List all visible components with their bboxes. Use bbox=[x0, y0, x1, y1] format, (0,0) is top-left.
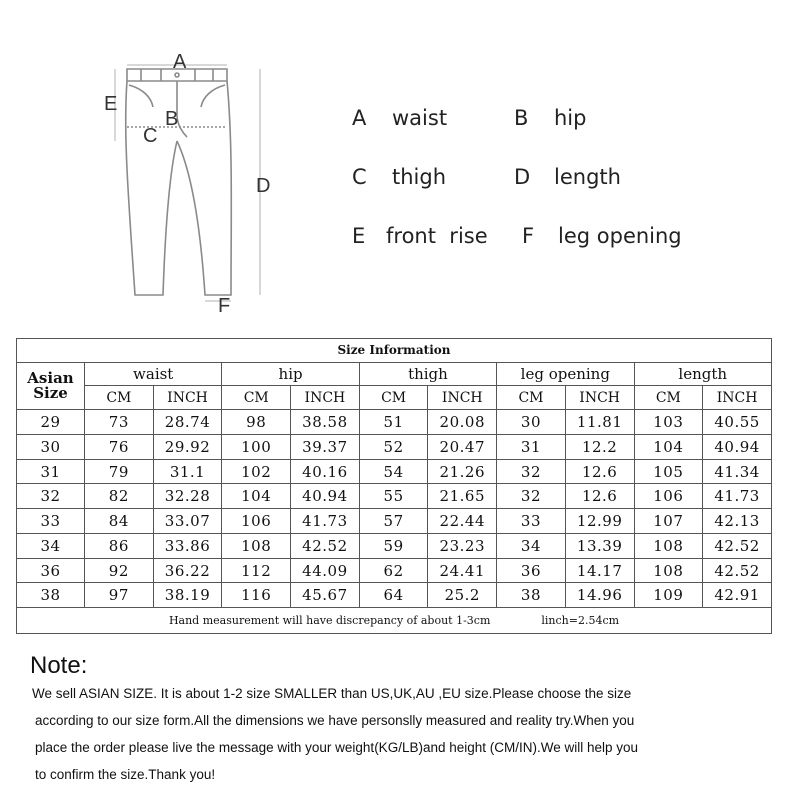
value-cell: 14.96 bbox=[565, 583, 634, 608]
value-cell: 12.99 bbox=[565, 509, 634, 534]
value-cell: 106 bbox=[634, 484, 703, 509]
group-header-hip: hip bbox=[222, 362, 359, 386]
value-cell: 102 bbox=[222, 459, 291, 484]
value-cell: 23.23 bbox=[428, 533, 497, 558]
size-cell: 33 bbox=[17, 509, 85, 534]
value-cell: 106 bbox=[222, 509, 291, 534]
value-cell: 108 bbox=[634, 558, 703, 583]
unit-header-inch: INCH bbox=[565, 386, 634, 410]
value-cell: 59 bbox=[359, 533, 428, 558]
size-cell: 38 bbox=[17, 583, 85, 608]
footer-conversion: linch=2.54cm bbox=[541, 614, 620, 628]
table-row bbox=[17, 509, 772, 534]
value-cell: 107 bbox=[634, 509, 703, 534]
unit-header-inch: INCH bbox=[291, 386, 360, 410]
legend-key: D bbox=[514, 165, 531, 189]
diagram-label-d: D bbox=[256, 175, 271, 197]
table-row bbox=[17, 434, 772, 459]
value-cell: 25.2 bbox=[428, 583, 497, 608]
value-cell: 41.73 bbox=[291, 509, 360, 534]
note-line: according to our size form.All the dimensions we have personslly measured and reality try.When you bbox=[35, 713, 635, 728]
note-body bbox=[32, 680, 772, 788]
value-cell: 108 bbox=[222, 533, 291, 558]
value-cell: 14.17 bbox=[565, 558, 634, 583]
value-cell: 29.92 bbox=[153, 434, 222, 459]
value-cell: 108 bbox=[634, 533, 703, 558]
value-cell: 57 bbox=[359, 509, 428, 534]
value-cell: 40.55 bbox=[703, 410, 772, 435]
note-line: We sell ASIAN SIZE. It is about 1-2 size SMALLER than US,UK,AU ,EU size.Please choose the size bbox=[32, 686, 632, 701]
legend-key: C bbox=[352, 165, 367, 189]
size-cell: 29 bbox=[17, 410, 85, 435]
value-cell: 33.07 bbox=[153, 509, 222, 534]
value-cell: 100 bbox=[222, 434, 291, 459]
value-cell: 31.1 bbox=[153, 459, 222, 484]
value-cell: 42.52 bbox=[703, 533, 772, 558]
value-cell: 79 bbox=[85, 459, 154, 484]
value-cell: 73 bbox=[85, 410, 154, 435]
legend-item-leg-opening bbox=[522, 224, 682, 248]
unit-header-cm: CM bbox=[634, 386, 703, 410]
value-cell: 38.58 bbox=[291, 410, 360, 435]
unit-header-inch: INCH bbox=[703, 386, 772, 410]
value-cell: 40.16 bbox=[291, 459, 360, 484]
value-cell: 20.47 bbox=[428, 434, 497, 459]
unit-header-cm: CM bbox=[359, 386, 428, 410]
value-cell: 62 bbox=[359, 558, 428, 583]
size-cell: 30 bbox=[17, 434, 85, 459]
value-cell: 86 bbox=[85, 533, 154, 558]
diagram-label-b: B bbox=[165, 108, 179, 130]
legend-name: hip bbox=[554, 106, 587, 130]
value-cell: 98 bbox=[222, 410, 291, 435]
diagram-label-e: E bbox=[104, 93, 118, 115]
value-cell: 45.67 bbox=[291, 583, 360, 608]
diagram-label-a: A bbox=[173, 51, 187, 73]
table-body bbox=[17, 410, 772, 608]
value-cell: 31 bbox=[497, 434, 566, 459]
note-title: Note: bbox=[30, 652, 88, 679]
value-cell: 42.52 bbox=[291, 533, 360, 558]
value-cell: 33 bbox=[497, 509, 566, 534]
value-cell: 12.6 bbox=[565, 484, 634, 509]
legend-name: length bbox=[554, 165, 621, 189]
value-cell: 51 bbox=[359, 410, 428, 435]
value-cell: 22.44 bbox=[428, 509, 497, 534]
value-cell: 20.08 bbox=[428, 410, 497, 435]
table-row bbox=[17, 459, 772, 484]
value-cell: 21.26 bbox=[428, 459, 497, 484]
legend-name: thigh bbox=[392, 165, 447, 189]
unit-header-cm: CM bbox=[497, 386, 566, 410]
size-cell: 32 bbox=[17, 484, 85, 509]
value-cell: 13.39 bbox=[565, 533, 634, 558]
legend-item-hip bbox=[514, 106, 586, 130]
table-row bbox=[17, 410, 772, 435]
table-title: Size Information bbox=[17, 339, 772, 363]
value-cell: 42.13 bbox=[703, 509, 772, 534]
diagram-label-f: F bbox=[218, 295, 231, 317]
value-cell: 64 bbox=[359, 583, 428, 608]
value-cell: 12.6 bbox=[565, 459, 634, 484]
value-cell: 30 bbox=[497, 410, 566, 435]
value-cell: 34 bbox=[497, 533, 566, 558]
value-cell: 21.65 bbox=[428, 484, 497, 509]
value-cell: 24.41 bbox=[428, 558, 497, 583]
legend-item-front-rise bbox=[352, 224, 488, 248]
table-row bbox=[17, 583, 772, 608]
value-cell: 39.37 bbox=[291, 434, 360, 459]
legend-name: waist bbox=[392, 106, 448, 130]
size-table bbox=[16, 338, 772, 634]
value-cell: 54 bbox=[359, 459, 428, 484]
value-cell: 32 bbox=[497, 459, 566, 484]
legend-name: leg opening bbox=[558, 224, 682, 248]
value-cell: 38 bbox=[497, 583, 566, 608]
table-row bbox=[17, 533, 772, 558]
legend-item-waist bbox=[352, 106, 447, 130]
size-cell: 36 bbox=[17, 558, 85, 583]
value-cell: 52 bbox=[359, 434, 428, 459]
diagram-label-c: C bbox=[143, 125, 158, 147]
group-header-waist: waist bbox=[85, 362, 222, 386]
value-cell: 44.09 bbox=[291, 558, 360, 583]
unit-header-cm: CM bbox=[85, 386, 154, 410]
value-cell: 112 bbox=[222, 558, 291, 583]
asian-size-header: Asian Size bbox=[17, 362, 85, 409]
legend-item-length bbox=[514, 165, 621, 189]
legend-key: F bbox=[522, 224, 535, 248]
value-cell: 41.34 bbox=[703, 459, 772, 484]
value-cell: 55 bbox=[359, 484, 428, 509]
value-cell: 84 bbox=[85, 509, 154, 534]
value-cell: 116 bbox=[222, 583, 291, 608]
unit-header-cm: CM bbox=[222, 386, 291, 410]
pants-diagram bbox=[95, 45, 295, 320]
value-cell: 42.52 bbox=[703, 558, 772, 583]
value-cell: 36.22 bbox=[153, 558, 222, 583]
value-cell: 40.94 bbox=[291, 484, 360, 509]
value-cell: 32 bbox=[497, 484, 566, 509]
value-cell: 105 bbox=[634, 459, 703, 484]
size-cell: 31 bbox=[17, 459, 85, 484]
value-cell: 38.19 bbox=[153, 583, 222, 608]
note-line: to confirm the size.Thank you! bbox=[35, 767, 216, 782]
legend-key: A bbox=[352, 106, 367, 130]
unit-header-inch: INCH bbox=[153, 386, 222, 410]
value-cell: 36 bbox=[497, 558, 566, 583]
value-cell: 82 bbox=[85, 484, 154, 509]
footer-note: Hand measurement will have discrepancy of about 1-3cm bbox=[168, 614, 491, 628]
value-cell: 11.81 bbox=[565, 410, 634, 435]
value-cell: 103 bbox=[634, 410, 703, 435]
unit-header-inch: INCH bbox=[428, 386, 497, 410]
table-row bbox=[17, 484, 772, 509]
value-cell: 28.74 bbox=[153, 410, 222, 435]
group-header-thigh: thigh bbox=[359, 362, 496, 386]
value-cell: 76 bbox=[85, 434, 154, 459]
legend-item-thigh bbox=[352, 165, 446, 189]
value-cell: 42.91 bbox=[703, 583, 772, 608]
legend-key: B bbox=[514, 106, 529, 130]
value-cell: 104 bbox=[634, 434, 703, 459]
value-cell: 33.86 bbox=[153, 533, 222, 558]
group-header-leg-opening: leg opening bbox=[497, 362, 634, 386]
value-cell: 109 bbox=[634, 583, 703, 608]
group-header-length: length bbox=[634, 362, 772, 386]
value-cell: 41.73 bbox=[703, 484, 772, 509]
note-line: place the order please live the message with your weight(KG/LB)and height (CM/IN).We will help you bbox=[35, 740, 639, 755]
table-row bbox=[17, 558, 772, 583]
value-cell: 104 bbox=[222, 484, 291, 509]
value-cell: 32.28 bbox=[153, 484, 222, 509]
table-footer bbox=[17, 608, 772, 634]
legend-name: front rise bbox=[386, 224, 488, 248]
value-cell: 92 bbox=[85, 558, 154, 583]
legend-key: E bbox=[352, 224, 366, 248]
size-cell: 34 bbox=[17, 533, 85, 558]
value-cell: 97 bbox=[85, 583, 154, 608]
value-cell: 12.2 bbox=[565, 434, 634, 459]
value-cell: 40.94 bbox=[703, 434, 772, 459]
